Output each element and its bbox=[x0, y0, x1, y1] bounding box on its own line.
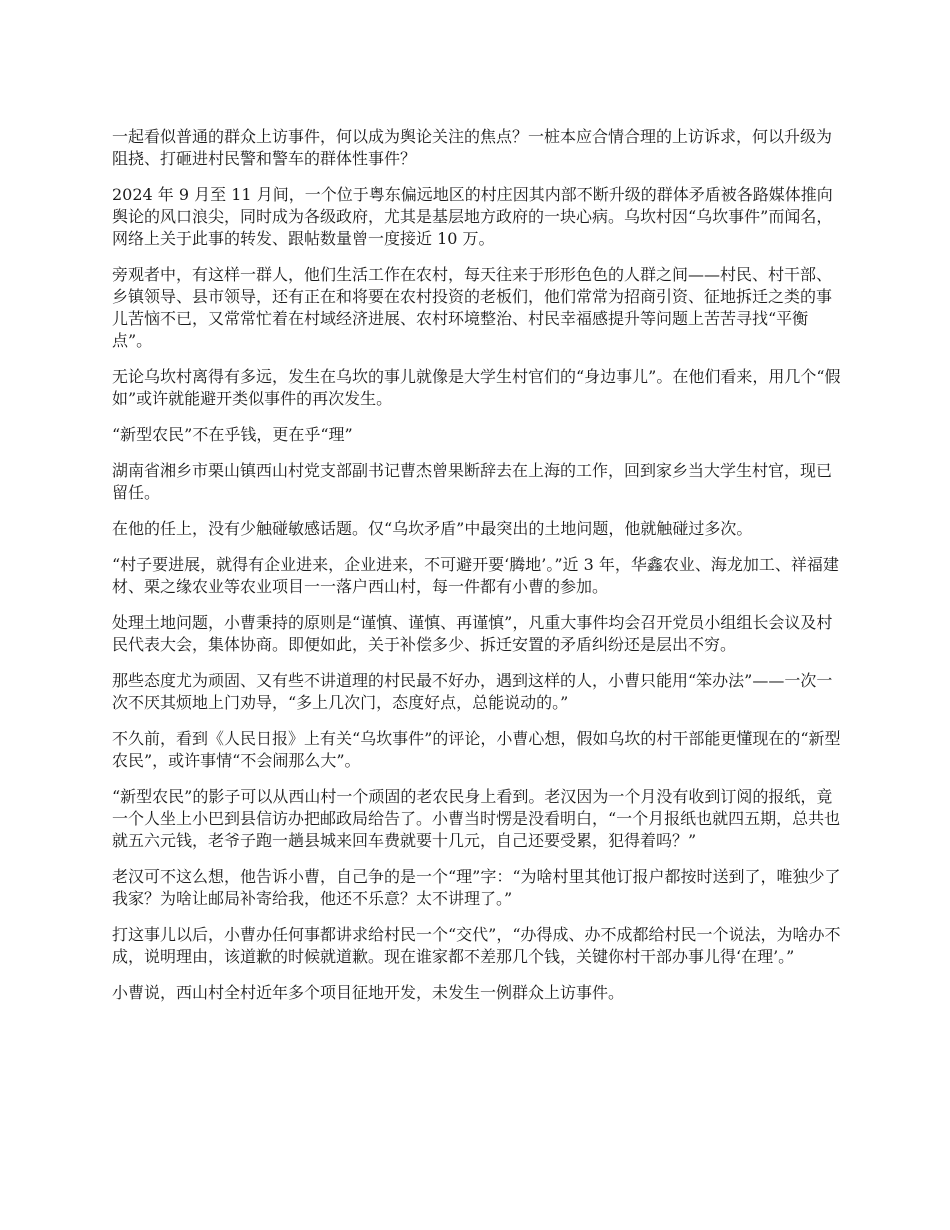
paragraph-land-principle: 处理土地问题，小曹秉持的原则是“谨慎、谨慎、再谨慎”，凡重大事件均会召开党员小组组长会议及村民代表大会，集体协商。即便如此，关于补偿多少、拆迁安置的矛盾纠纷还是层出不穷。 bbox=[112, 613, 833, 654]
paragraph-intro: 一起看似普通的群众上访事件，何以成为舆论关注的焦点？一桩本应合情合理的上访诉求，何以升级为阻挠、打砸进村民警和警车的群体性事件？ bbox=[112, 127, 833, 168]
paragraph-explanation: 打这事儿以后，小曹办任何事都讲求给村民一个“交代”，“办得成、办不成都给村民一个说法，为啥办不成，说明理由，该道歉的时候就道歉。现在谁家都不差那几个钱，关键你村干部办事儿得‘在理’。” bbox=[112, 925, 841, 966]
paragraph-village-officials: 无论乌坎村离得有多远，发生在乌坎的事儿就像是大学生村官们的“身边事儿”。在他们看来，用几个“假如”或许就能避开类似事件的再次发生。 bbox=[112, 367, 841, 408]
paragraph-observers: 旁观者中，有这样一群人，他们生活工作在农村，每天往来于形形色色的人群之间——村民、村干部、乡镇领导、县市领导，还有正在和将要在农村投资的老板们，他们常常为招商引资、征地拆迁之类的事儿苦恼不已，又常常忙着在村域经济进展、农村环境整治、村民幸福感提升等问题上苦苦寻找“平衡点”。 bbox=[112, 265, 833, 350]
paragraph-reason: 老汉可不这么想，他告诉小曹，自己争的是一个“理”字：“为啥村里其他订报户都按时送到了，唯独少了我家？为啥让邮局补寄给我，他还不乐意？太不讲理了。” bbox=[112, 867, 841, 908]
article-body bbox=[112, 126, 842, 1018]
paragraph-stubborn-villagers: 那些态度尤为顽固、又有些不讲道理的村民最不好办，遇到这样的人，小曹只能用“笨办法”——一次一次不厌其烦地上门劝导，“多上几次门，态度好点，总能说动的。” bbox=[112, 671, 833, 712]
section-heading: “新型农民”不在乎钱，更在乎“理” bbox=[112, 425, 353, 444]
paragraph-conclusion: 小曹说，西山村全村近年多个项目征地开发，未发生一例群众上访事件。 bbox=[112, 983, 625, 1002]
paragraph-enterprises: “村子要进展，就得有企业进来，企业进来，不可避开要‘腾地’。”近 3 年，华鑫农业、海龙加工、祥福建材、栗之缘农业等农业项目一一落户西山村，每一件都有小曹的参加。 bbox=[112, 555, 839, 596]
paragraph-peoples-daily: 不久前，看到《人民日报》上有关“乌坎事件”的评论，小曹心想，假如乌坎的村干部能更懂现在的“新型农民”，或许事情“不会闹那么大”。 bbox=[112, 729, 841, 770]
paragraph-cao-jie: 湖南省湘乡市栗山镇西山村党支部副书记曹杰曾果断辞去在上海的工作，回到家乡当大学生村官，现已留任。 bbox=[112, 461, 833, 502]
paragraph-old-farmer: “新型农民”的影子可以从西山村一个顽固的老农民身上看到。老汉因为一个月没有收到订阅的报纸，竟一个人坐上小巴到县信访办把邮政局给告了。小曹当时愣是没看明白，“一个月报纸也就四五期，总共也就五六元钱，老爷子跑一趟县城来回车费就要十几元，自己还要受累，犯得着吗？” bbox=[112, 787, 841, 850]
paragraph-sensitive-topics: 在他的任上，没有少触碰敏感话题。仅“乌坎矛盾”中最突出的土地问题，他就触碰过多次。 bbox=[112, 519, 753, 538]
paragraph-background: 2024 年 9 月至 11 月间，一个位于粤东偏远地区的村庄因其内部不断升级的群体矛盾被各路媒体推向舆论的风口浪尖，同时成为各级政府，尤其是基层地方政府的一块心病。乌坎村因“乌坎事件”而闻名，网络上关于此事的转发、跟帖数量曾一度接近 10 万。 bbox=[112, 185, 833, 248]
